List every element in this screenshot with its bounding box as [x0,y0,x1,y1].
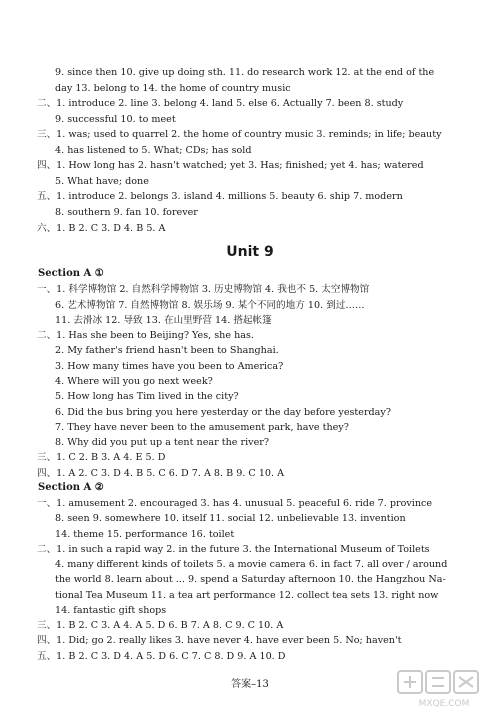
answer-line: 8. Why did you put up a tent near the river? [55,437,269,448]
answer-line: 一、1. 科学博物馆 2. 自然科学博物馆 3. 历史博物馆 4. 我也不 5. 太空博物馆 [37,284,370,295]
answer-line: 14. fantastic gift shops [55,605,167,616]
answer-line: 三、1. C 2. B 3. A 4. E 5. D [37,452,166,463]
answer-line: 二、1. Has she been to Beijing? Yes, she has. [37,330,254,341]
answer-line: 5. What have; done [55,176,149,187]
answer-line: 4. has listened to 5. What; CDs; has sold [55,145,252,156]
answer-line: 9. successful 10. to meet [55,114,176,125]
answer-line: 2. My father's friend hasn't been to Shanghai. [55,345,279,356]
watermark-logo [396,669,492,709]
answer-line: 8. seen 9. somewhere 10. itself 11. social 12. unbelievable 13. invention [55,513,406,524]
answer-line: 4. Where will you go next week? [55,376,213,387]
answer-line: 4. many different kinds of toilets 5. a movie camera 6. in fact 7. all over / around [55,559,448,570]
answer-line: 5. How long has Tim lived in the city? [55,391,239,402]
answer-line: 三、1. B 2. C 3. A 4. A 5. D 6. B 7. A 8. C 9. C 10. A [37,620,284,631]
answer-line: 3. How many times have you been to America? [55,361,284,372]
answer-line: 五、1. B 2. C 3. D 4. A 5. D 6. C 7. C 8. D 9. A 10. D [37,651,286,662]
answer-line: 11. 去滑冰 12. 导致 13. 在山里野营 14. 搭起帐篷 [55,315,272,326]
svg-text:MXQE.COM: MXQE.COM [418,699,470,709]
answer-line: 6. Did the bus bring you here yesterday or the day before yesterday? [55,407,391,418]
answer-line: 14. theme 15. performance 16. toilet [55,529,235,540]
answer-line: 7. They have never been to the amusement park, have they? [55,422,349,433]
section-a2-title: Section A ② [38,482,104,493]
answer-line: 四、1. How long has 2. hasn't watched; yet 3. Has; finished; yet 4. has; watered [37,160,424,171]
answer-line: 6. 艺术博物馆 7. 自然博物馆 8. 娱乐场 9. 某个不同的地方 10. 到过…… [55,300,365,311]
answer-line: 三、1. was; used to quarrel 2. the home of country music 3. reminds; in life; beauty [37,129,442,140]
section-a1-title: Section A ① [38,268,104,279]
answer-line: 9. since then 10. give up doing sth. 11. do research work 12. at the end of the [55,67,435,78]
answer-line: 一、1. amusement 2. encouraged 3. has 4. unusual 5. peaceful 6. ride 7. province [37,498,433,509]
answer-line: 二、1. in such a rapid way 2. in the future 3. the International Museum of Toilets [37,544,430,555]
answer-line: 六、1. B 2. C 3. D 4. B 5. A [37,223,166,234]
answer-line: 四、1. A 2. C 3. D 4. B 5. C 6. D 7. A 8. B 9. C 10. A [37,468,285,479]
answer-line: 四、1. Did; go 2. really likes 3. have never 4. have ever been 5. No; haven't [37,635,402,646]
answer-line: day 13. belong to 14. the home of country music [55,83,291,94]
answer-line: 8. southern 9. fan 10. forever [55,207,198,218]
answer-line: 二、1. introduce 2. line 3. belong 4. land 5. else 6. Actually 7. been 8. study [37,98,404,109]
unit-title: Unit 9 [226,244,274,260]
answer-line: 五、1. introduce 2. belongs 3. island 4. millions 5. beauty 6. ship 7. modern [37,191,403,202]
answer-line: the world 8. learn about ... 9. spend a Saturday afternoon 10. the Hangzhou Na- [55,574,446,585]
page-number: 答案–13 [231,679,269,690]
answer-line: tional Tea Museum 11. a tea art performance 12. collect tea sets 13. right now [55,590,439,601]
